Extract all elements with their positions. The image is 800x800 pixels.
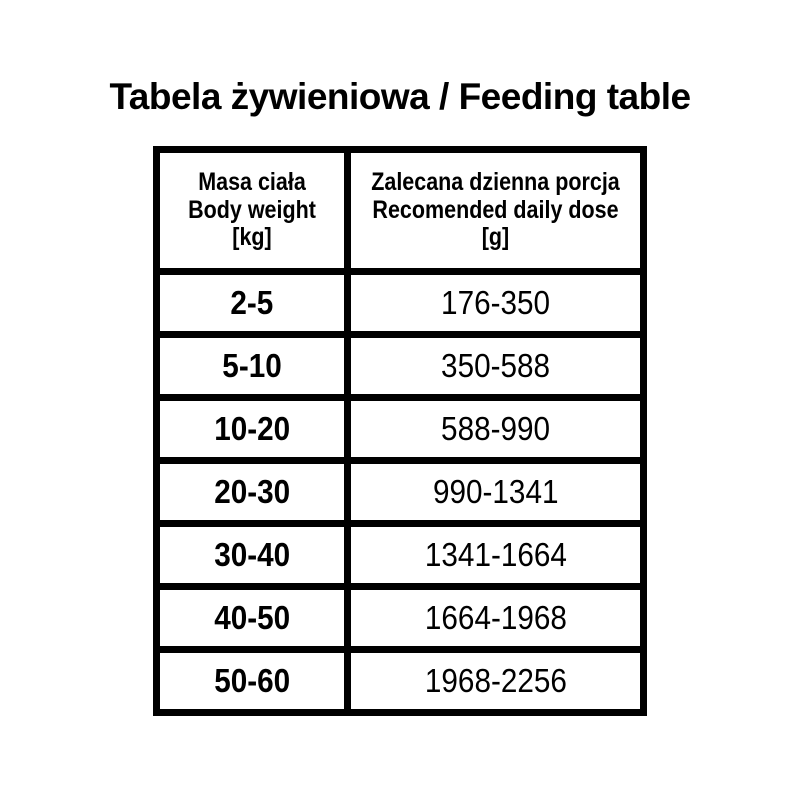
table-row xyxy=(157,587,644,650)
page-title: Tabela żywieniowa / Feeding table xyxy=(109,76,691,117)
table-row xyxy=(157,461,644,524)
weight-cell xyxy=(157,650,348,713)
header-cell-body-weight xyxy=(157,150,348,272)
dose-cell xyxy=(348,461,644,524)
dose-value: 350-588 xyxy=(440,347,550,384)
weight-cell xyxy=(157,524,348,587)
weight-cell xyxy=(157,398,348,461)
dose-value: 1968-2256 xyxy=(424,662,567,699)
table-row xyxy=(157,272,644,335)
dose-value: 176-350 xyxy=(440,284,550,321)
dose-value: 588-990 xyxy=(440,410,550,447)
feeding-table xyxy=(153,146,647,716)
weight-value: 30-40 xyxy=(214,536,290,573)
weight-value: 20-30 xyxy=(214,473,290,510)
header-dose-unit: [g] xyxy=(481,223,510,252)
header-dose-line-pl: Zalecana dzienna porcja xyxy=(371,168,620,197)
header-weight-line-en: Body weight xyxy=(188,195,316,224)
table-row xyxy=(157,335,644,398)
weight-value: 5-10 xyxy=(222,347,282,384)
dose-cell xyxy=(348,587,644,650)
weight-value: 10-20 xyxy=(214,410,290,447)
dose-cell xyxy=(348,524,644,587)
dose-cell xyxy=(348,335,644,398)
weight-cell xyxy=(157,335,348,398)
dose-value: 1664-1968 xyxy=(424,599,567,636)
dose-cell xyxy=(348,650,644,713)
header-dose-line-en: Recomended daily dose xyxy=(372,195,619,224)
table-row xyxy=(157,650,644,713)
weight-cell xyxy=(157,461,348,524)
weight-cell xyxy=(157,587,348,650)
header-weight-line-pl: Masa ciała xyxy=(198,168,306,197)
header-cell-daily-dose xyxy=(348,150,644,272)
dose-cell xyxy=(348,398,644,461)
header-weight-unit: [kg] xyxy=(232,223,272,252)
weight-value: 2-5 xyxy=(230,284,274,321)
table-header-row xyxy=(157,150,644,272)
dose-value: 1341-1664 xyxy=(424,536,567,573)
weight-value: 50-60 xyxy=(214,662,290,699)
dose-cell xyxy=(348,272,644,335)
dose-value: 990-1341 xyxy=(432,473,559,510)
weight-value: 40-50 xyxy=(214,599,290,636)
table-row xyxy=(157,398,644,461)
table-row xyxy=(157,524,644,587)
weight-cell xyxy=(157,272,348,335)
